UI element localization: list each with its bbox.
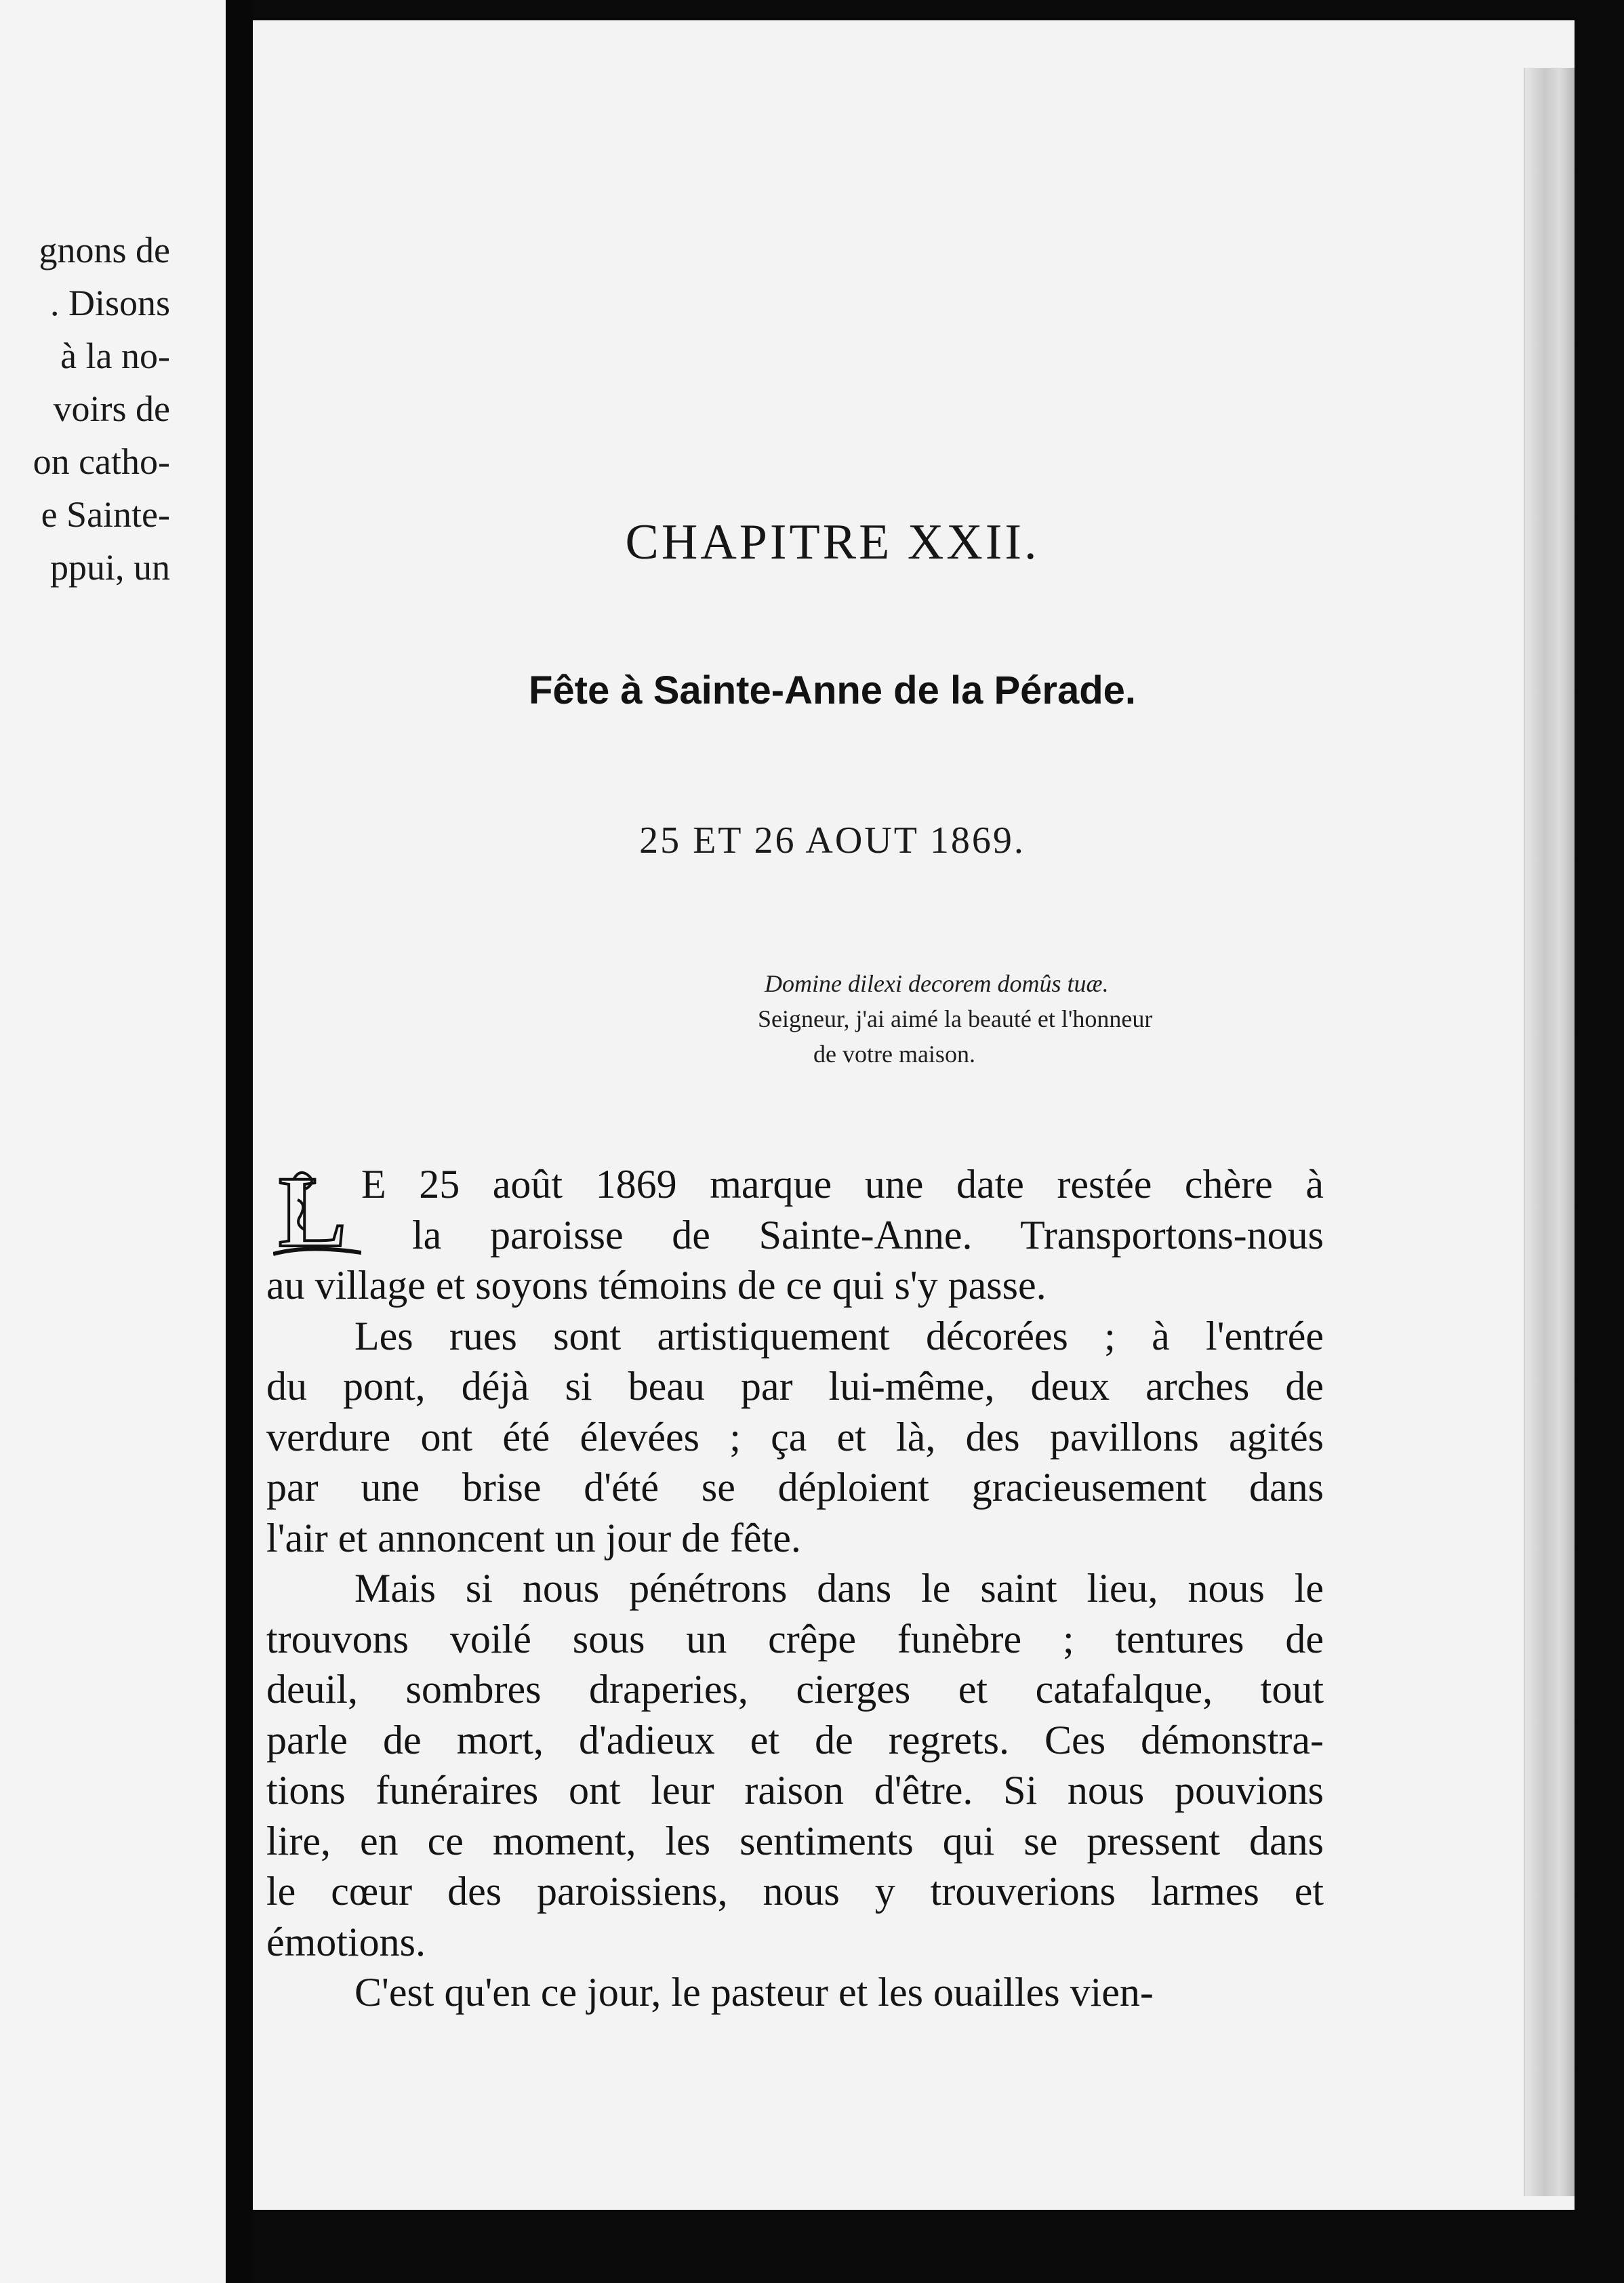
text-line: du pont, déjà si beau par lui-même, deux arches de: [266, 1364, 1324, 1409]
facing-line: à la no-: [60, 336, 170, 376]
dropcap-letter: L: [279, 1159, 347, 1261]
text-line: parle de mort, d'adieux et de regrets. Ces démonstra-: [266, 1717, 1324, 1762]
text-line: tions funéraires ont leur raison d'être. Si nous pouvions: [266, 1768, 1324, 1813]
text-line: C'est qu'en ce jour, le pasteur et les ouailles vien-: [354, 1970, 1154, 2015]
text-line: verdure ont été élevées ; ça et là, des pavillons agités: [266, 1414, 1324, 1459]
text-line: lire, en ce moment, les sentiments qui se pressent dans: [266, 1818, 1324, 1863]
facing-line: ppui, un: [49, 547, 170, 588]
facing-page: [0, 0, 226, 2283]
facing-line: gnons de: [39, 230, 170, 270]
book-gutter: [226, 0, 253, 2283]
epigraph-latin: Domine dilexi decorem domûs tuæ.: [765, 970, 1109, 997]
text-line: Mais si nous pénétrons dans le saint lieu, nous le: [354, 1566, 1324, 1611]
chapter-subtitle: Fête à Sainte-Anne de la Pérade.: [528, 668, 1137, 712]
book-page: [253, 20, 1575, 2210]
text-line: au village et soyons témoins de ce qui s'y passe.: [266, 1263, 1047, 1308]
epigraph-french-line: Seigneur, j'ai aimé la beauté et l'honneur: [758, 1005, 1153, 1032]
text-line: E 25 août 1869 marque une date restée chère à: [361, 1162, 1324, 1207]
text-line: par une brise d'été se déploient gracieusement dans: [266, 1465, 1324, 1510]
page-edge: [1524, 68, 1575, 2196]
facing-line: voirs de: [53, 388, 170, 429]
text-line: la paroisse de Sainte-Anne. Transportons-nous: [412, 1212, 1324, 1257]
text-line: deuil, sombres draperies, cierges et catafalque, tout: [266, 1667, 1324, 1712]
text-line: trouvons voilé sous un crêpe funèbre ; tentures de: [266, 1616, 1324, 1661]
body-text: [266, 1159, 1324, 2018]
background-edge: [1575, 0, 1624, 2283]
text-line: l'air et annoncent un jour de fête.: [266, 1515, 801, 1560]
epigraph: [758, 966, 1152, 1072]
date-line: 25 ET 26 AOUT 1869.: [639, 820, 1026, 862]
page-content: [253, 20, 1525, 2210]
text-line: émotions.: [266, 1919, 426, 1964]
facing-page-text: [33, 224, 170, 594]
facing-line: . Disons: [49, 283, 170, 323]
facing-line: on catho-: [33, 441, 170, 482]
chapter-heading: CHAPITRE XXII.: [625, 514, 1040, 570]
epigraph-french-line: de votre maison.: [813, 1041, 975, 1068]
text-line: Les rues sont artistiquement décorées ; à l'entrée: [354, 1313, 1324, 1358]
text-line: le cœur des paroissiens, nous y trouverions larmes et: [266, 1869, 1324, 1914]
facing-line: e Sainte-: [41, 494, 170, 535]
